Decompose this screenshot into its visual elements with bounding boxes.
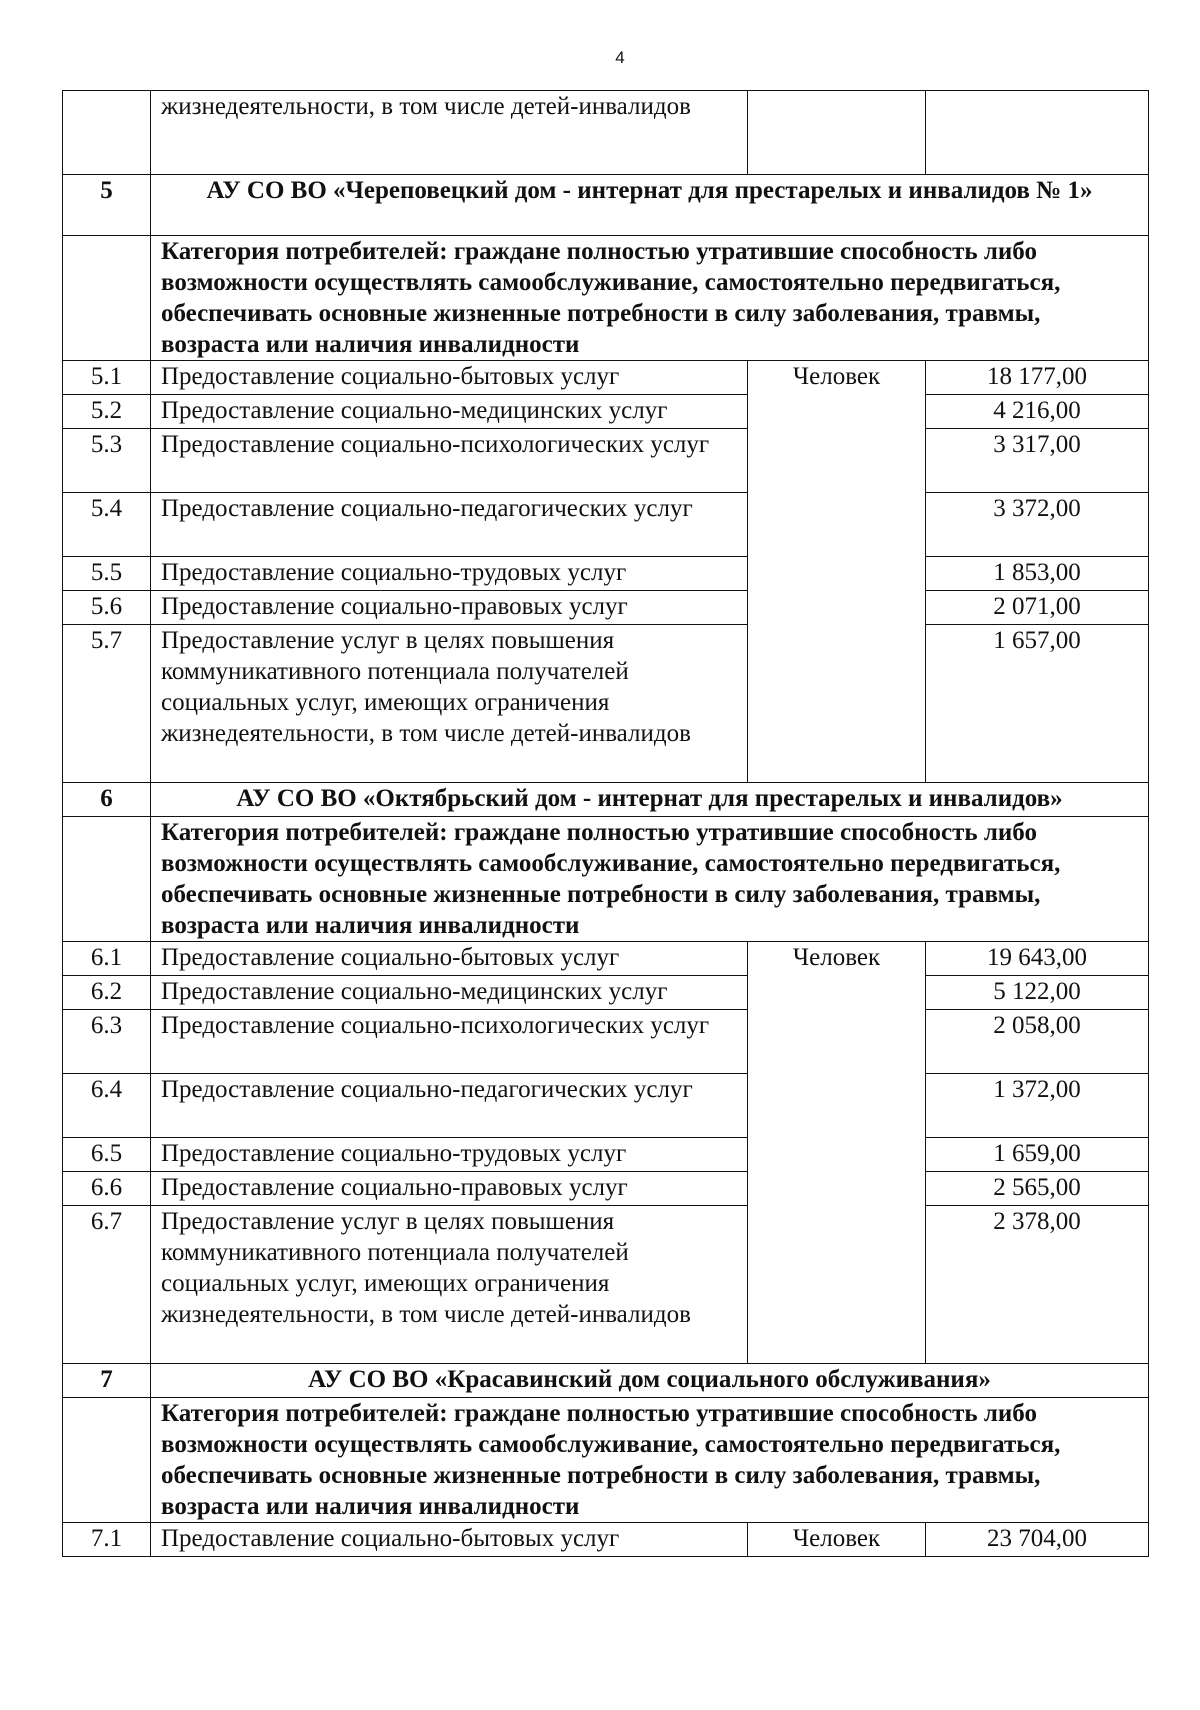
row-number: 5.1	[63, 361, 151, 395]
row-number: 6.1	[63, 942, 151, 976]
row-number-cell	[63, 91, 151, 175]
unit-cell: Человек	[748, 942, 926, 1364]
row-number: 5.4	[63, 493, 151, 557]
service-name: Предоставление социально-психологических услуг	[151, 429, 748, 493]
row-number: 6.3	[63, 1010, 151, 1074]
service-name: Предоставление социально-бытовых услуг	[151, 1523, 748, 1557]
service-name: Предоставление социально-педагогических услуг	[151, 1074, 748, 1138]
value-cell: 2 565,00	[926, 1172, 1149, 1206]
table-row	[63, 361, 1149, 395]
row-number: 6.4	[63, 1074, 151, 1138]
service-name: Предоставление социально-педагогических услуг	[151, 493, 748, 557]
table-row	[63, 1172, 1149, 1206]
value-cell: 1 659,00	[926, 1138, 1149, 1172]
service-name: Предоставление социально-бытовых услуг	[151, 942, 748, 976]
section-number: 7	[63, 1364, 151, 1398]
service-name: Предоставление социально-психологических услуг	[151, 1010, 748, 1074]
table-row	[63, 976, 1149, 1010]
table-row	[63, 557, 1149, 591]
service-name: Предоставление услуг в целях повышения коммуникативного потенциала получателей социальных услуг, имеющих ограничения жизнедеятельности, в том числе детей-инвалидов	[151, 1206, 748, 1364]
value-cell: 5 122,00	[926, 976, 1149, 1010]
page-number: 4	[615, 48, 625, 67]
service-name: Предоставление социально-трудовых услуг	[151, 1138, 748, 1172]
value-cell: 1 372,00	[926, 1074, 1149, 1138]
unit-cell: Человек	[748, 361, 926, 783]
row-number: 5.6	[63, 591, 151, 625]
organization-name: АУ СО ВО «Красавинский дом социального обслуживания»	[151, 1364, 1149, 1398]
service-name: Предоставление социально-правовых услуг	[151, 591, 748, 625]
section-header-row	[63, 175, 1149, 236]
consumer-category: Категория потребителей: граждане полностью утратившие способность либо возможности осуществлять самообслуживание, самостоятельно передвигаться, обеспечивать основные жизненные потребности в силу заболевания, травмы, возраста или наличия инвалидности	[151, 1398, 1149, 1523]
value-cell: 2 378,00	[926, 1206, 1149, 1364]
organization-name: АУ СО ВО «Череповецкий дом - интернат для престарелых и инвалидов № 1»	[151, 175, 1149, 236]
category-row	[63, 236, 1149, 361]
value-cell: 2 071,00	[926, 591, 1149, 625]
row-number: 6.7	[63, 1206, 151, 1364]
row-number: 5.5	[63, 557, 151, 591]
value-cell: 1 657,00	[926, 625, 1149, 783]
row-number: 5.7	[63, 625, 151, 783]
row-number: 6.2	[63, 976, 151, 1010]
table-row	[63, 395, 1149, 429]
value-cell	[926, 91, 1149, 175]
table-row	[63, 591, 1149, 625]
value-cell: 3 372,00	[926, 493, 1149, 557]
row-number: 6.6	[63, 1172, 151, 1206]
organization-name: АУ СО ВО «Октябрьский дом - интернат для престарелых и инвалидов»	[151, 783, 1149, 817]
consumer-category: Категория потребителей: граждане полностью утратившие способность либо возможности осуществлять самообслуживание, самостоятельно передвигаться, обеспечивать основные жизненные потребности в силу заболевания, травмы, возраста или наличия инвалидности	[151, 236, 1149, 361]
service-name: Предоставление социально-трудовых услуг	[151, 557, 748, 591]
category-row	[63, 1398, 1149, 1523]
category-row	[63, 817, 1149, 942]
value-cell: 1 853,00	[926, 557, 1149, 591]
row-number: 5.2	[63, 395, 151, 429]
service-name: Предоставление социально-бытовых услуг	[151, 361, 748, 395]
section-number: 6	[63, 783, 151, 817]
value-cell: 3 317,00	[926, 429, 1149, 493]
table-row	[63, 1206, 1149, 1364]
service-name: Предоставление социально-правовых услуг	[151, 1172, 748, 1206]
table-row	[63, 625, 1149, 783]
table-row	[63, 493, 1149, 557]
value-cell: 19 643,00	[926, 942, 1149, 976]
section-header-row	[63, 783, 1149, 817]
service-name: Предоставление социально-медицинских услуг	[151, 395, 748, 429]
value-cell: 4 216,00	[926, 395, 1149, 429]
unit-cell	[748, 91, 926, 175]
section-header-row	[63, 1364, 1149, 1398]
table-row	[63, 942, 1149, 976]
unit-cell: Человек	[748, 1523, 926, 1557]
consumer-category: Категория потребителей: граждане полностью утратившие способность либо возможности осуществлять самообслуживание, самостоятельно передвигаться, обеспечивать основные жизненные потребности в силу заболевания, травмы, возраста или наличия инвалидности	[151, 817, 1149, 942]
service-name: Предоставление социально-медицинских услуг	[151, 976, 748, 1010]
row-number: 7.1	[63, 1523, 151, 1557]
value-cell: 18 177,00	[926, 361, 1149, 395]
section-number: 5	[63, 175, 151, 236]
value-cell: 23 704,00	[926, 1523, 1149, 1557]
value-cell: 2 058,00	[926, 1010, 1149, 1074]
table-row	[63, 1074, 1149, 1138]
table-row	[63, 429, 1149, 493]
table-row	[63, 1523, 1149, 1557]
table-row	[63, 91, 1149, 175]
service-cell: жизнедеятельности, в том числе детей-инвалидов	[151, 91, 748, 175]
service-name: Предоставление услуг в целях повышения коммуникативного потенциала получателей социальных услуг, имеющих ограничения жизнедеятельности, в том числе детей-инвалидов	[151, 625, 748, 783]
row-number: 5.3	[63, 429, 151, 493]
row-number: 6.5	[63, 1138, 151, 1172]
table-row	[63, 1010, 1149, 1074]
services-table	[62, 90, 1149, 1557]
table-row	[63, 1138, 1149, 1172]
